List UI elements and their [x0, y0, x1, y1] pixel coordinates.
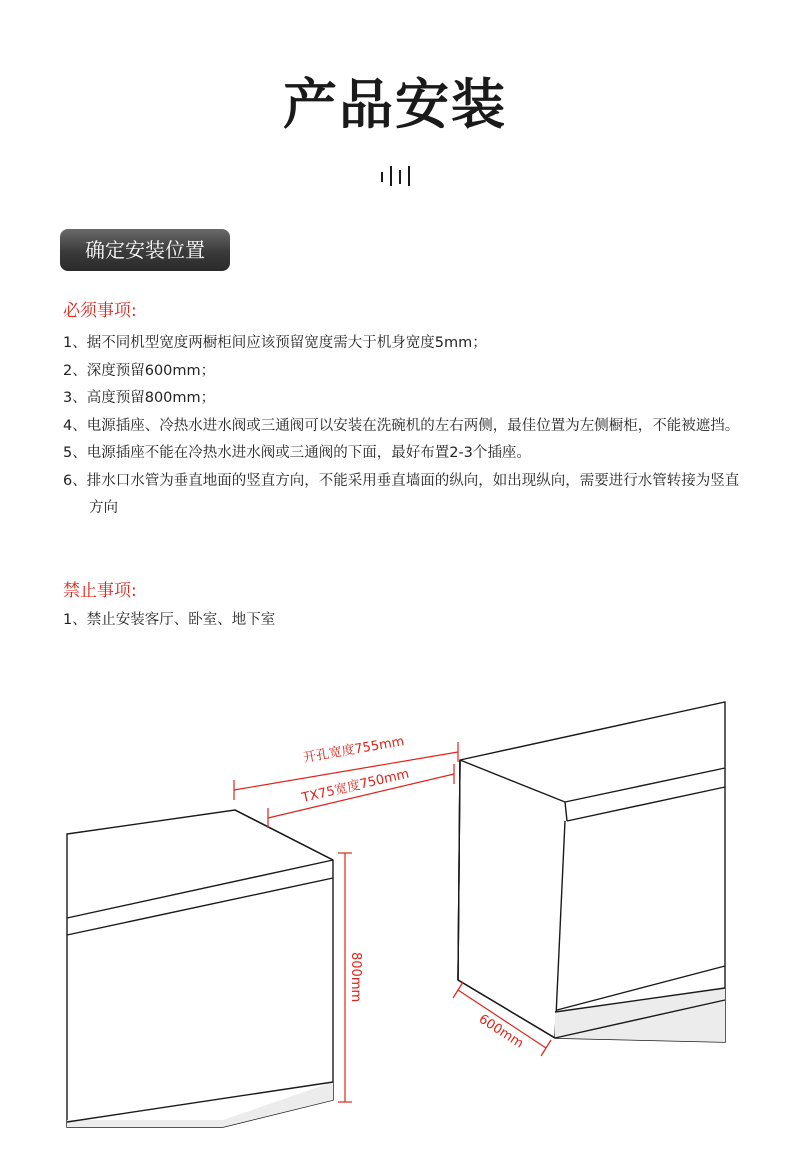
right-cabinet — [458, 702, 725, 1042]
forbidden-heading: 禁止事项: — [63, 581, 137, 601]
section-label-badge: 确定安装位置 — [60, 229, 230, 271]
list-item: 6、排水口水管为垂直地面的竖直方向，不能采用垂直墙面的纵向，如出现纵向，需要进行水管转接为竖直方向 — [63, 472, 740, 516]
list-item: 1、据不同机型宽度两橱柜间应该预留宽度需大于机身宽度5mm； — [63, 335, 487, 351]
model-width-label: TX75宽度750mm — [300, 766, 411, 806]
list-item: 5、电源插座不能在冷热水进水阀或三通阀的下面，最好布置2-3个插座。 — [63, 445, 531, 461]
depth-label: 600mm — [475, 1011, 527, 1052]
left-cabinet — [67, 810, 333, 1127]
list-item: 4、电源插座、冷热水进水阀或三通阀可以安装在洗碗机的左右两侧，最佳位置为左侧橱柜，不能被遮挡。 — [63, 417, 740, 434]
must-list — [63, 330, 743, 523]
opening-width-label: 开孔宽度755mm — [302, 734, 406, 766]
sound-wave-icon — [379, 163, 413, 189]
height-label: 800mm — [348, 952, 363, 1003]
list-item: 2、深度预留600mm； — [63, 362, 216, 379]
forbidden-list — [63, 607, 743, 635]
list-item: 1、禁止安装客厅、卧室、地下室 — [63, 612, 276, 628]
page-title: 产品安装 — [283, 73, 507, 136]
must-heading: 必须事项: — [63, 301, 137, 321]
model-width-dimension — [268, 764, 454, 828]
installation-diagram — [0, 690, 790, 1167]
list-item: 3、高度预留800mm； — [63, 390, 216, 406]
